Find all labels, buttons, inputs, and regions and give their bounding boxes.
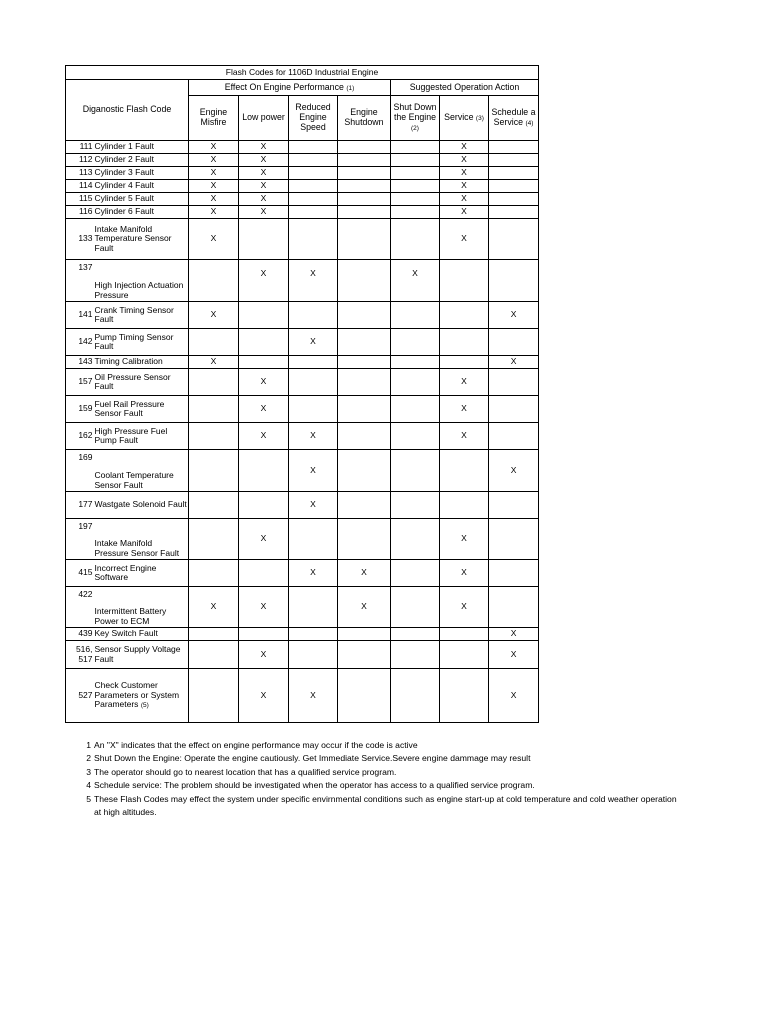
effect-cell: X <box>440 396 489 423</box>
fault-description <box>94 450 189 492</box>
fault-description <box>94 587 189 628</box>
effect-cell <box>289 193 338 206</box>
effect-cell <box>391 154 440 167</box>
footnote-number: 5 <box>86 793 91 804</box>
effect-cell <box>239 628 289 641</box>
flash-code: 116 <box>66 206 94 219</box>
effect-cell <box>391 628 440 641</box>
effect-cell: X <box>440 560 489 587</box>
effect-cell <box>189 329 239 356</box>
effect-cell <box>338 167 391 180</box>
effect-cell <box>489 206 539 219</box>
effect-group-header <box>189 80 391 96</box>
effect-cell: X <box>239 193 289 206</box>
fault-description <box>94 396 189 423</box>
effect-cell <box>391 180 440 193</box>
column-header <box>239 96 289 141</box>
flash-code: 133 <box>66 219 94 260</box>
table-row <box>66 154 539 167</box>
table-row <box>66 423 539 450</box>
effect-cell <box>289 206 338 219</box>
effect-cell <box>391 141 440 154</box>
effect-cell: X <box>391 260 440 302</box>
fault-description <box>94 302 189 329</box>
footnote-text: Schedule service: The problem should be investigated when the operator has access to a qualified service program. <box>94 780 535 791</box>
flash-code: 197 <box>66 519 94 560</box>
effect-cell: X <box>189 167 239 180</box>
effect-cell <box>391 519 440 560</box>
effect-cell <box>189 396 239 423</box>
flash-code: 114 <box>66 180 94 193</box>
fault-description <box>94 329 189 356</box>
effect-cell <box>189 423 239 450</box>
effect-cell <box>489 492 539 519</box>
table-row <box>66 587 539 628</box>
fault-description-text: Cylinder 1 Fault <box>94 141 155 152</box>
table-row <box>66 329 539 356</box>
effect-cell <box>338 260 391 302</box>
flash-code: 137 <box>66 260 94 302</box>
footnote-text: The operator should go to nearest location that has a qualified service program. <box>94 766 397 777</box>
effect-cell <box>338 519 391 560</box>
effect-cell: X <box>440 180 489 193</box>
effect-cell <box>391 206 440 219</box>
fault-description-text: Cylinder 4 Fault <box>94 180 155 191</box>
table-row <box>66 356 539 369</box>
fault-description <box>94 154 189 167</box>
flash-code: 439 <box>66 628 94 641</box>
column-header <box>391 96 440 141</box>
column-header-ref: (4) <box>525 120 534 127</box>
fault-description-text: Fuel Rail Pressure Sensor Fault <box>94 398 165 418</box>
footnote-number: 4 <box>86 780 91 791</box>
effect-cell <box>239 302 289 329</box>
effect-cell <box>338 356 391 369</box>
effect-cell <box>338 329 391 356</box>
table-row <box>66 628 539 641</box>
effect-cell: X <box>239 206 289 219</box>
effect-cell: X <box>440 141 489 154</box>
effect-cell: X <box>289 560 338 587</box>
effect-cell: X <box>440 167 489 180</box>
footnote-text: An "X" indicates that the effect on engine performance may occur if the code is active <box>94 740 418 750</box>
flash-code: 415 <box>66 560 94 587</box>
effect-cell: X <box>489 356 539 369</box>
fault-description <box>94 206 189 219</box>
table-row <box>66 669 539 723</box>
fault-description-text: Coolant Temperature Sensor Fault <box>94 470 174 490</box>
flash-code: 177 <box>66 492 94 519</box>
effect-cell <box>440 669 489 723</box>
footnote-number: 2 <box>86 753 91 764</box>
fault-description-text: Crank Timing Sensor Fault <box>94 304 174 324</box>
table-row <box>66 369 539 396</box>
effect-cell <box>391 641 440 669</box>
effect-cell <box>239 329 289 356</box>
effect-cell <box>289 369 338 396</box>
effect-cell: X <box>440 206 489 219</box>
effect-cell <box>189 669 239 723</box>
effect-cell: X <box>239 519 289 560</box>
effect-cell: X <box>338 560 391 587</box>
table-row <box>66 519 539 560</box>
table-row <box>66 260 539 302</box>
fault-description <box>94 260 189 302</box>
effect-cell <box>338 628 391 641</box>
effect-cell: X <box>189 141 239 154</box>
fault-description-text: Cylinder 3 Fault <box>94 167 155 178</box>
fault-description-text: Cylinder 5 Fault <box>94 193 155 204</box>
table-row <box>66 641 539 669</box>
effect-cell <box>289 141 338 154</box>
effect-cell <box>391 396 440 423</box>
effect-cell <box>391 302 440 329</box>
diagnostic-code-header: Diganostic Flash Code <box>66 80 189 141</box>
effect-cell <box>289 628 338 641</box>
flash-code-table <box>65 65 539 723</box>
fault-description-text: High Injection Actuation Pressure <box>94 280 184 300</box>
effect-cell <box>338 423 391 450</box>
effect-cell: X <box>338 587 391 628</box>
effect-cell: X <box>239 167 289 180</box>
fault-description <box>94 356 189 369</box>
effect-cell <box>391 492 440 519</box>
fault-description-text: Incorrect Engine Software <box>94 562 157 582</box>
effect-cell: X <box>289 669 338 723</box>
table-row <box>66 560 539 587</box>
effect-cell: X <box>189 219 239 260</box>
effect-cell: X <box>289 450 338 492</box>
effect-cell: X <box>239 369 289 396</box>
column-header-label: Engine Misfire <box>199 107 228 127</box>
effect-cell <box>239 356 289 369</box>
effect-cell <box>338 206 391 219</box>
table-row <box>66 193 539 206</box>
table-row <box>66 206 539 219</box>
table-row <box>66 141 539 154</box>
effect-cell <box>338 641 391 669</box>
effect-cell: X <box>489 628 539 641</box>
effect-group-label: Effect On Engine Performance <box>224 81 344 92</box>
flash-code: 527 <box>66 669 94 723</box>
footnote-number: 1 <box>86 740 91 750</box>
effect-cell <box>338 193 391 206</box>
effect-cell: X <box>289 329 338 356</box>
column-header-label: Reduced Engine Speed <box>295 102 331 132</box>
effect-cell: X <box>440 519 489 560</box>
fault-description-text: Cylinder 2 Fault <box>94 154 155 165</box>
effect-cell <box>440 641 489 669</box>
flash-code: 422 <box>66 587 94 628</box>
flash-code: 111 <box>66 141 94 154</box>
footnote <box>80 766 680 779</box>
fault-description <box>94 669 189 723</box>
effect-cell: X <box>189 206 239 219</box>
effect-cell <box>391 329 440 356</box>
effect-cell: X <box>489 669 539 723</box>
table-row <box>66 396 539 423</box>
effect-cell <box>189 369 239 396</box>
flash-code: 516, 517 <box>66 641 94 669</box>
effect-cell <box>338 154 391 167</box>
effect-cell: X <box>489 450 539 492</box>
effect-cell: X <box>239 587 289 628</box>
footnote-text: Shut Down the Engine: Operate the engine cautiously. Get Immediate Service.Severe engine dammage may result <box>94 753 531 764</box>
effect-cell <box>489 260 539 302</box>
fault-description <box>94 369 189 396</box>
table-row <box>66 450 539 492</box>
effect-cell <box>489 369 539 396</box>
effect-cell: X <box>440 219 489 260</box>
effect-cell <box>189 641 239 669</box>
table-row <box>66 180 539 193</box>
fault-description-text: Intermittent Battery Power to ECM <box>94 606 167 626</box>
effect-cell <box>489 141 539 154</box>
column-header-ref: (2) <box>411 124 419 132</box>
effect-cell: X <box>289 260 338 302</box>
effect-cell <box>489 154 539 167</box>
effect-cell <box>489 519 539 560</box>
effect-cell <box>338 302 391 329</box>
fault-description <box>94 423 189 450</box>
effect-cell <box>391 587 440 628</box>
effect-cell <box>391 450 440 492</box>
effect-cell <box>489 193 539 206</box>
table-row <box>66 302 539 329</box>
effect-cell <box>440 450 489 492</box>
column-header-ref: (3) <box>475 115 484 123</box>
fault-description-text: Check Customer Parameters or System Parameters <box>94 680 180 710</box>
flash-code: 115 <box>66 193 94 206</box>
fault-description <box>94 193 189 206</box>
effect-cell: X <box>239 141 289 154</box>
effect-cell <box>489 180 539 193</box>
effect-cell <box>239 219 289 260</box>
fault-description-ref: (5) <box>140 702 149 710</box>
effect-cell <box>289 302 338 329</box>
fault-description <box>94 141 189 154</box>
fault-description <box>94 641 189 669</box>
effect-cell: X <box>440 587 489 628</box>
fault-description-text: Intake Manifold Temperature Sensor Fault <box>94 223 172 253</box>
column-header <box>289 96 338 141</box>
effect-cell <box>189 519 239 560</box>
effect-cell <box>338 180 391 193</box>
effect-cell <box>391 167 440 180</box>
effect-cell <box>489 219 539 260</box>
effect-cell <box>391 369 440 396</box>
effect-cell: X <box>239 396 289 423</box>
effect-cell <box>338 450 391 492</box>
effect-cell: X <box>440 154 489 167</box>
effect-cell <box>440 492 489 519</box>
fault-description-text: Intake Manifold Pressure Sensor Fault <box>94 538 180 558</box>
effect-cell <box>289 167 338 180</box>
effect-cell <box>338 396 391 423</box>
column-header-label: Low power <box>242 112 285 123</box>
effect-cell: X <box>489 641 539 669</box>
fault-description <box>94 219 189 260</box>
flash-code: 112 <box>66 154 94 167</box>
effect-cell <box>489 396 539 423</box>
effect-cell <box>239 492 289 519</box>
column-header <box>338 96 391 141</box>
table-row <box>66 492 539 519</box>
flash-code: 141 <box>66 302 94 329</box>
footnote-text: These Flash Codes may effect the system under specific envirnmental conditions such as engine start-up at cold temperature and cold weather operation at high altitudes. <box>94 793 677 818</box>
effect-cell <box>391 423 440 450</box>
fault-description <box>94 628 189 641</box>
table-row <box>66 219 539 260</box>
effect-cell <box>440 628 489 641</box>
effect-cell <box>391 193 440 206</box>
flash-code: 157 <box>66 369 94 396</box>
effect-cell: X <box>239 641 289 669</box>
fault-description-text: Cylinder 6 Fault <box>94 206 155 217</box>
effect-cell <box>440 356 489 369</box>
fault-description-text: Timing Calibration <box>94 356 163 367</box>
effect-cell <box>489 329 539 356</box>
effect-cell <box>391 356 440 369</box>
effect-cell <box>391 219 440 260</box>
footnote <box>80 779 680 792</box>
effect-cell: X <box>440 193 489 206</box>
footnote <box>80 739 680 752</box>
table-row <box>66 167 539 180</box>
footnote <box>80 752 680 765</box>
effect-cell <box>338 369 391 396</box>
effect-cell: X <box>239 669 289 723</box>
effect-cell <box>391 669 440 723</box>
flash-code: 143 <box>66 356 94 369</box>
effect-cell <box>489 423 539 450</box>
effect-cell <box>338 669 391 723</box>
effect-cell <box>289 519 338 560</box>
footnotes <box>80 739 680 819</box>
effect-cell <box>239 560 289 587</box>
column-header <box>489 96 539 141</box>
effect-cell: X <box>189 154 239 167</box>
footnote <box>80 793 680 820</box>
column-header <box>189 96 239 141</box>
effect-cell: X <box>289 423 338 450</box>
effect-cell: X <box>189 193 239 206</box>
fault-description-text: Oil Pressure Sensor Fault <box>94 371 171 391</box>
fault-description <box>94 180 189 193</box>
flash-code: 142 <box>66 329 94 356</box>
effect-cell: X <box>239 260 289 302</box>
effect-cell <box>189 450 239 492</box>
table-title: Flash Codes for 1106D Industrial Engine <box>66 66 539 80</box>
effect-cell <box>338 219 391 260</box>
column-header <box>440 96 489 141</box>
effect-cell: X <box>189 356 239 369</box>
effect-cell <box>489 167 539 180</box>
footnote-number: 3 <box>86 766 91 777</box>
effect-cell: X <box>189 180 239 193</box>
fault-description <box>94 560 189 587</box>
effect-cell <box>489 587 539 628</box>
effect-cell <box>289 356 338 369</box>
fault-description-text: Key Switch Fault <box>94 628 158 639</box>
effect-cell <box>289 154 338 167</box>
column-header-label: Shut Down the Engine <box>393 102 437 123</box>
flash-code: 113 <box>66 167 94 180</box>
effect-cell: X <box>239 154 289 167</box>
effect-cell <box>289 396 338 423</box>
effect-cell <box>289 180 338 193</box>
effect-cell <box>489 560 539 587</box>
flash-code: 162 <box>66 423 94 450</box>
effect-cell: X <box>189 302 239 329</box>
effect-cell: X <box>189 587 239 628</box>
effect-cell <box>338 141 391 154</box>
effect-cell: X <box>239 423 289 450</box>
effect-cell <box>440 260 489 302</box>
effect-group-ref: (1) <box>346 84 355 92</box>
effect-cell <box>289 587 338 628</box>
effect-cell: X <box>489 302 539 329</box>
effect-cell <box>440 329 489 356</box>
fault-description-text: Wastgate Solenoid Fault <box>94 499 187 510</box>
fault-description-text: High Pressure Fuel Pump Fault <box>94 425 168 445</box>
column-header-label: Engine Shutdown <box>344 107 384 127</box>
effect-cell <box>189 492 239 519</box>
effect-cell <box>189 628 239 641</box>
column-header-label: Schedule a Service <box>491 107 536 127</box>
effect-cell: X <box>239 180 289 193</box>
effect-cell <box>440 302 489 329</box>
effect-cell <box>391 560 440 587</box>
flash-code: 169 <box>66 450 94 492</box>
effect-cell: X <box>440 423 489 450</box>
action-group-header: Suggested Operation Action <box>391 80 539 96</box>
fault-description-text: Pump Timing Sensor Fault <box>94 331 174 351</box>
fault-description <box>94 167 189 180</box>
fault-description <box>94 492 189 519</box>
flash-code: 159 <box>66 396 94 423</box>
effect-cell <box>289 219 338 260</box>
fault-description <box>94 519 189 560</box>
column-header-label: Service <box>444 112 474 123</box>
effect-cell <box>189 260 239 302</box>
effect-cell: X <box>440 369 489 396</box>
fault-description-text: Sensor Supply Voltage Fault <box>94 644 181 664</box>
effect-cell: X <box>289 492 338 519</box>
effect-cell <box>239 450 289 492</box>
effect-cell <box>289 641 338 669</box>
effect-cell <box>338 492 391 519</box>
effect-cell <box>189 560 239 587</box>
